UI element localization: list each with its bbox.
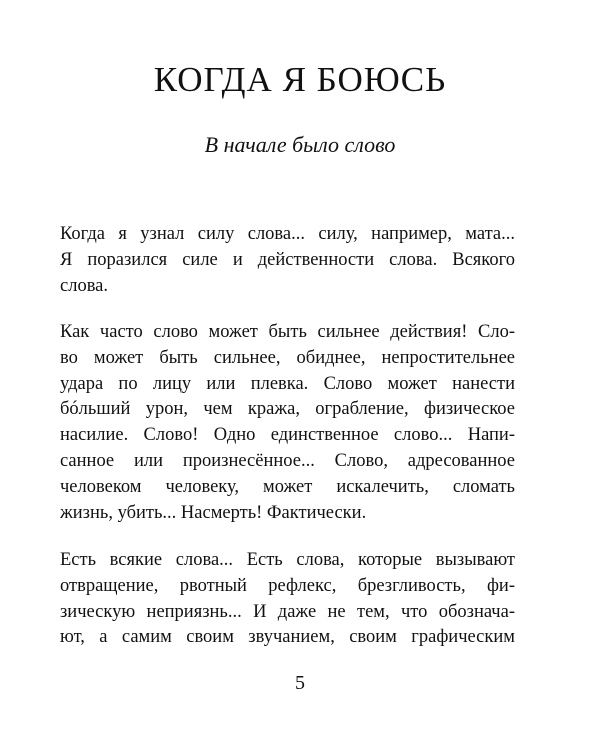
paragraph-2: [60, 320, 515, 526]
text-line: во может быть сильнее, обиднее, непростительнее: [60, 347, 515, 368]
paragraph-3: [60, 548, 515, 651]
chapter-title: КОГДА Я БОЮСЬ: [153, 60, 447, 99]
text-line: жизнь, убить... Насмерть! Фактически.: [60, 502, 367, 523]
text-line: санное или произнесённое... Слово, адресованное: [60, 450, 515, 471]
chapter-subtitle: В начале было слово: [204, 132, 396, 157]
text-line: слова.: [60, 275, 109, 296]
text-line: зическую неприязнь... И даже не тем, что обознача-: [60, 601, 515, 622]
text-line: Есть всякие слова... Есть слова, которые вызывают: [60, 550, 515, 570]
paragraph-1: [60, 222, 515, 299]
text-line: отвращение, рвотный рефлекс, брезгливость, фи-: [60, 575, 515, 596]
page-number: 5: [295, 672, 305, 694]
text-line: Как часто слово может быть сильнее действия! Сло-: [60, 322, 515, 342]
text-line: удара по лицу или плевка. Слово может нанести: [60, 373, 515, 394]
text-line: насилие. Слово! Одно единственное слово... Напи-: [60, 425, 515, 446]
text-line: Я поразился силе и действенности слова. Всякого: [60, 249, 515, 270]
text-line: Когда я узнал силу слова... силу, например, мата...: [60, 224, 515, 244]
text-line: человеком человеку, может искалечить, сломать: [60, 476, 515, 497]
text-line: ют, а самим своим звучанием, своим графическим: [60, 627, 515, 648]
text-line: бóльший урон, чем кража, ограбление, физическое: [60, 399, 515, 420]
